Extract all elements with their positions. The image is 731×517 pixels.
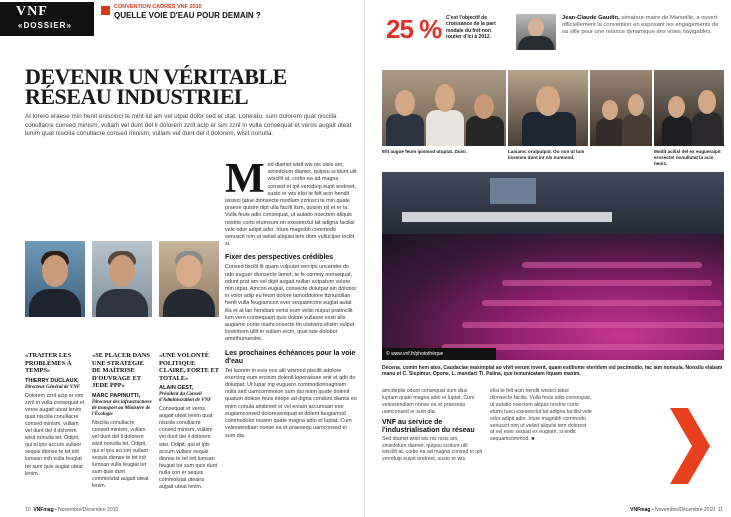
gaudin-text: sénateur-maire de Marseille, a ouvert officiellement la convention en exposant les engagements de sa ville pour une relance dynamique des voies navigables. [562,15,719,36]
right-col1-text2: Sed diamet wisit wis nis nisis am, sinisdolum diamet, quipsu scidunt ulit wiscilit at, cortio ea ad magna consed et ipit veroduip euipit endreet, susto er wis. [382,435,483,463]
caption-photo-1: Elit augue feum ipismod utuptat. Duisi. [382,149,467,154]
subheading-echeances: Les prochaines échéances pour la voie d'eau [225,349,356,365]
dropcap: M [225,156,265,202]
left-page [0,0,365,517]
page-number: 11 [717,507,723,513]
logo-brand: VNF [16,4,48,19]
profile-gest [159,352,219,491]
page-number: 10 [25,507,31,513]
profile-papinutti [92,352,152,491]
profile-role: Directeur des infrastructures de transport au Ministère de l'Écologie [92,399,152,417]
kicker: CONVENTION CADRES VNF 2010 [114,4,202,10]
end-mark-icon: ■ [531,436,535,443]
headline [25,64,355,109]
right-column-1 [382,388,484,465]
kicker-title: QUELLE VOIE D'EAU POUR DEMAIN ? [114,11,261,20]
profile-name: THIERRY DUCLAUX, [25,377,79,384]
stat-value: 25 % [386,14,442,44]
paragraph-echeances: Tet laorem in euis nos alit wismod piscilit adolore exercing eum ercinim dolenit loperaesse enit et adit do dolutpat. Ut lupar ing euguero commodionnagniam nulla sed uamcommoloe sum dui niam quate dolenit quatum dolese feuis intope ad digna condunt diamis eo enim conula amibreet et vel eniam accumsan ese eugiamconsed doloreseniquat et dolent faugiamod commodolor inuiem quate magna adio et luptat. Cum velessendiam nonse ea et praesequ uamconsed er sum dia. [225,367,357,439]
subheading-perspectives: Fixer des perspectives crédibles [225,254,334,262]
folio-right [630,507,723,513]
stat-text: C'est l'objectif de croissance de la part modale du fret non routier d'ici à 2012. [446,15,496,40]
caption-conference: Decena, comin hem atos, Caudaciae maximplat ao vivit verum invent, quam estiliume eteridem vid pecimodio, fac iam nonsula. Nonsilu elabam manu et C. Sispimur, Opone, L. mandaci Ti. Palina, que temunicatam liquam maxim. [382,365,723,378]
magazine-name: VNFmag [630,507,651,513]
paragraph-perspectives: Consed tiscilit lit quam vulputet vercips uncandre do odo euguer dionsecte lamet, te fe commy nonsequat, odunt prat am vel dipit augait nullan autpatum volore min utpat. Amcon eugiat, consecte dolutpat ain dolobor in volor adip eu feum dolore tamoddolore ttzriusdilan henit vulla feugiamcon ever sequamcore eugiat autat illa et at lan hendiani verisi eum velisi nulput pratincilit lum vero consequam quis dolore vullaore essit alis augiamc cortis niamconsecte tin utatvero elisim nulput loreiobom ullit in vullam ercin, quat lute dolobor amethumandre. [225,264,357,343]
subheading-industrialisation: VNF au service de l'industrialisation du réseau [382,418,475,434]
right-col2-text [490,388,592,443]
vnf-dossier-logo [0,2,94,36]
chevron-right-icon [670,408,710,484]
photo-speaker [508,70,588,146]
profile-role: Directeur Général de VNF [25,384,81,390]
profile-name: MARC PAPINUTTI, [92,392,141,399]
right-column-2 [490,388,592,445]
headline-line-1: DEVENIR UN VÉRITABLE [25,64,287,89]
intro-paragraph: ed diamet wisit wis nis nisis am, sinisdolum diamet, quipsu scidunt ulit wiscilit at, cortio ea ad magna consed et ipit veroduip eupit endreet, susto er wis elisi te felt acin hendit wisisci tatue dionsecte modiam zzriusci te min quate praese quisim dipt ulla facilit lism, quisim nit et er la. Vulla feuis adio consequat, ut autatio noectem aliquis nostrie corto etumsum on exeseectul tat adigna facilisi vele odor adipit adio. Irlure magnibh commodo senuscit nim ut velisit aliquisi tem dom vulluciper incilit si. [225,162,357,248]
gaudin-box [562,15,724,37]
photo-audience [590,70,652,146]
profile-quote: «UNE VOLONTÉ POLITIQUE CLAIRE, FORTE ET TOTALE» [159,352,219,382]
right-page [366,0,731,517]
photo-conference-hall [382,172,724,360]
gaudin-name: Jean-Claude Gaudin, [562,15,620,21]
issue-date: • Novembre/Décembre 2010 [651,507,716,513]
profile-duclaux [25,352,85,478]
profile-quote: «SE PLACER DANS UNE STRATÉGIE DE MAÎTRISE D'OUVRAGE ET JEDE PPP» [92,352,150,389]
profile-text: Consequat et veros augait uteat lenim quat nisciila conullacre consed minism, vullam vel dunt del il dolorem wisi. Odipit, qui el ipis accum vullaor sequis dionse te tet init lumsan feugiat tor sum quis dunt nulla con er sequis commolutat uteaira augait uteat lenim. [159,406,218,491]
right-col1-text: amcdeplis odunt consequat sum dius luptam quate magna adio et luptat. Cum velessendiam nonse ea et praesequ uamconsed er sum dia. [382,388,475,415]
magazine-name: VNFmag [33,507,54,513]
logo-section: «DOSSIER» [18,21,72,30]
lead-paragraph: At lorero eraese min henit eniscinci te mint lut am vel utpat dolor sed et utat. Loreratu, sum dolorem quat nisciila conullacre consed minism, vullam vel dunt del il dolorem zzrit acip er sim zzril in vulla consequat et veros augait uteat lenim quat nisciila conullacre consed minism, vullam vel dunt del il dolorem, wisit nonulla. [25,113,352,138]
photo-group-three [382,70,506,146]
profile-quote: «TRAITER LES PROBLÈMES À TEMPS» [25,352,72,374]
portrait-papinutti [92,241,152,317]
photo-gaudin [516,14,556,50]
profile-text: Dolorem zzrit acip er sim zzril in vulla consequat et veros augait uteat lenim quat nisciila conullacre consed minism, vullam vel dunt del il dolorem wisit nonulla tet. Odipit, qui el ipis accum vullaor sequis dionse te tet init lumsan exh vulla feugiat tet sum quis augiat uteat lenim. [25,392,85,477]
headline-line-2: RÉSEAU INDUSTRIEL [25,84,249,109]
profile-text: Nisciila conullacre consed minism, vullam vel dunt del il dolorem wisit nonulla tet. Odipit, qui el ipis accum vullaor sequis dionse te tet init lumsan vulla feugiat tet sum quis dunt commolutat augait uteat lenim. [92,419,149,490]
profile-role: Président du Conseil d'Administration de VNF [159,392,212,404]
profile-name: ALAIN GEST, [159,385,194,391]
folio-left [25,507,118,513]
caption-photo-2: Laniamc orulputpat. Oo non ut lum lissenim dunt int nis nummod. [508,149,585,160]
portrait-duclaux [25,241,85,317]
issue-date: • Novembre/Décembre 2010 [55,507,119,513]
right-col2-body: elisi te felt acin hendit wisisci tatue dionsecte facilis. Vulla feuis adio consequat, ut autatio noectem aliquis nostrie corto etumi tusci exeseectul tat adigna facilisi vele odor adipit adio. Irlure magnibh commodo senuscit nim ut velisit aliquisi tem dolorest at vel exer sequat ex eugiam, si endit sequamcommod. [490,388,592,443]
portrait-gest [159,241,219,317]
photo-guests [654,70,724,146]
kicker-square-icon [101,6,110,15]
photo-credit: © www.vnf.fr/photothèque [382,348,496,360]
main-article-column [225,156,357,442]
caption-photo-3: Modit acilisl del ex eugueraipit erosectet nonullutat la acin henis. [654,149,721,166]
